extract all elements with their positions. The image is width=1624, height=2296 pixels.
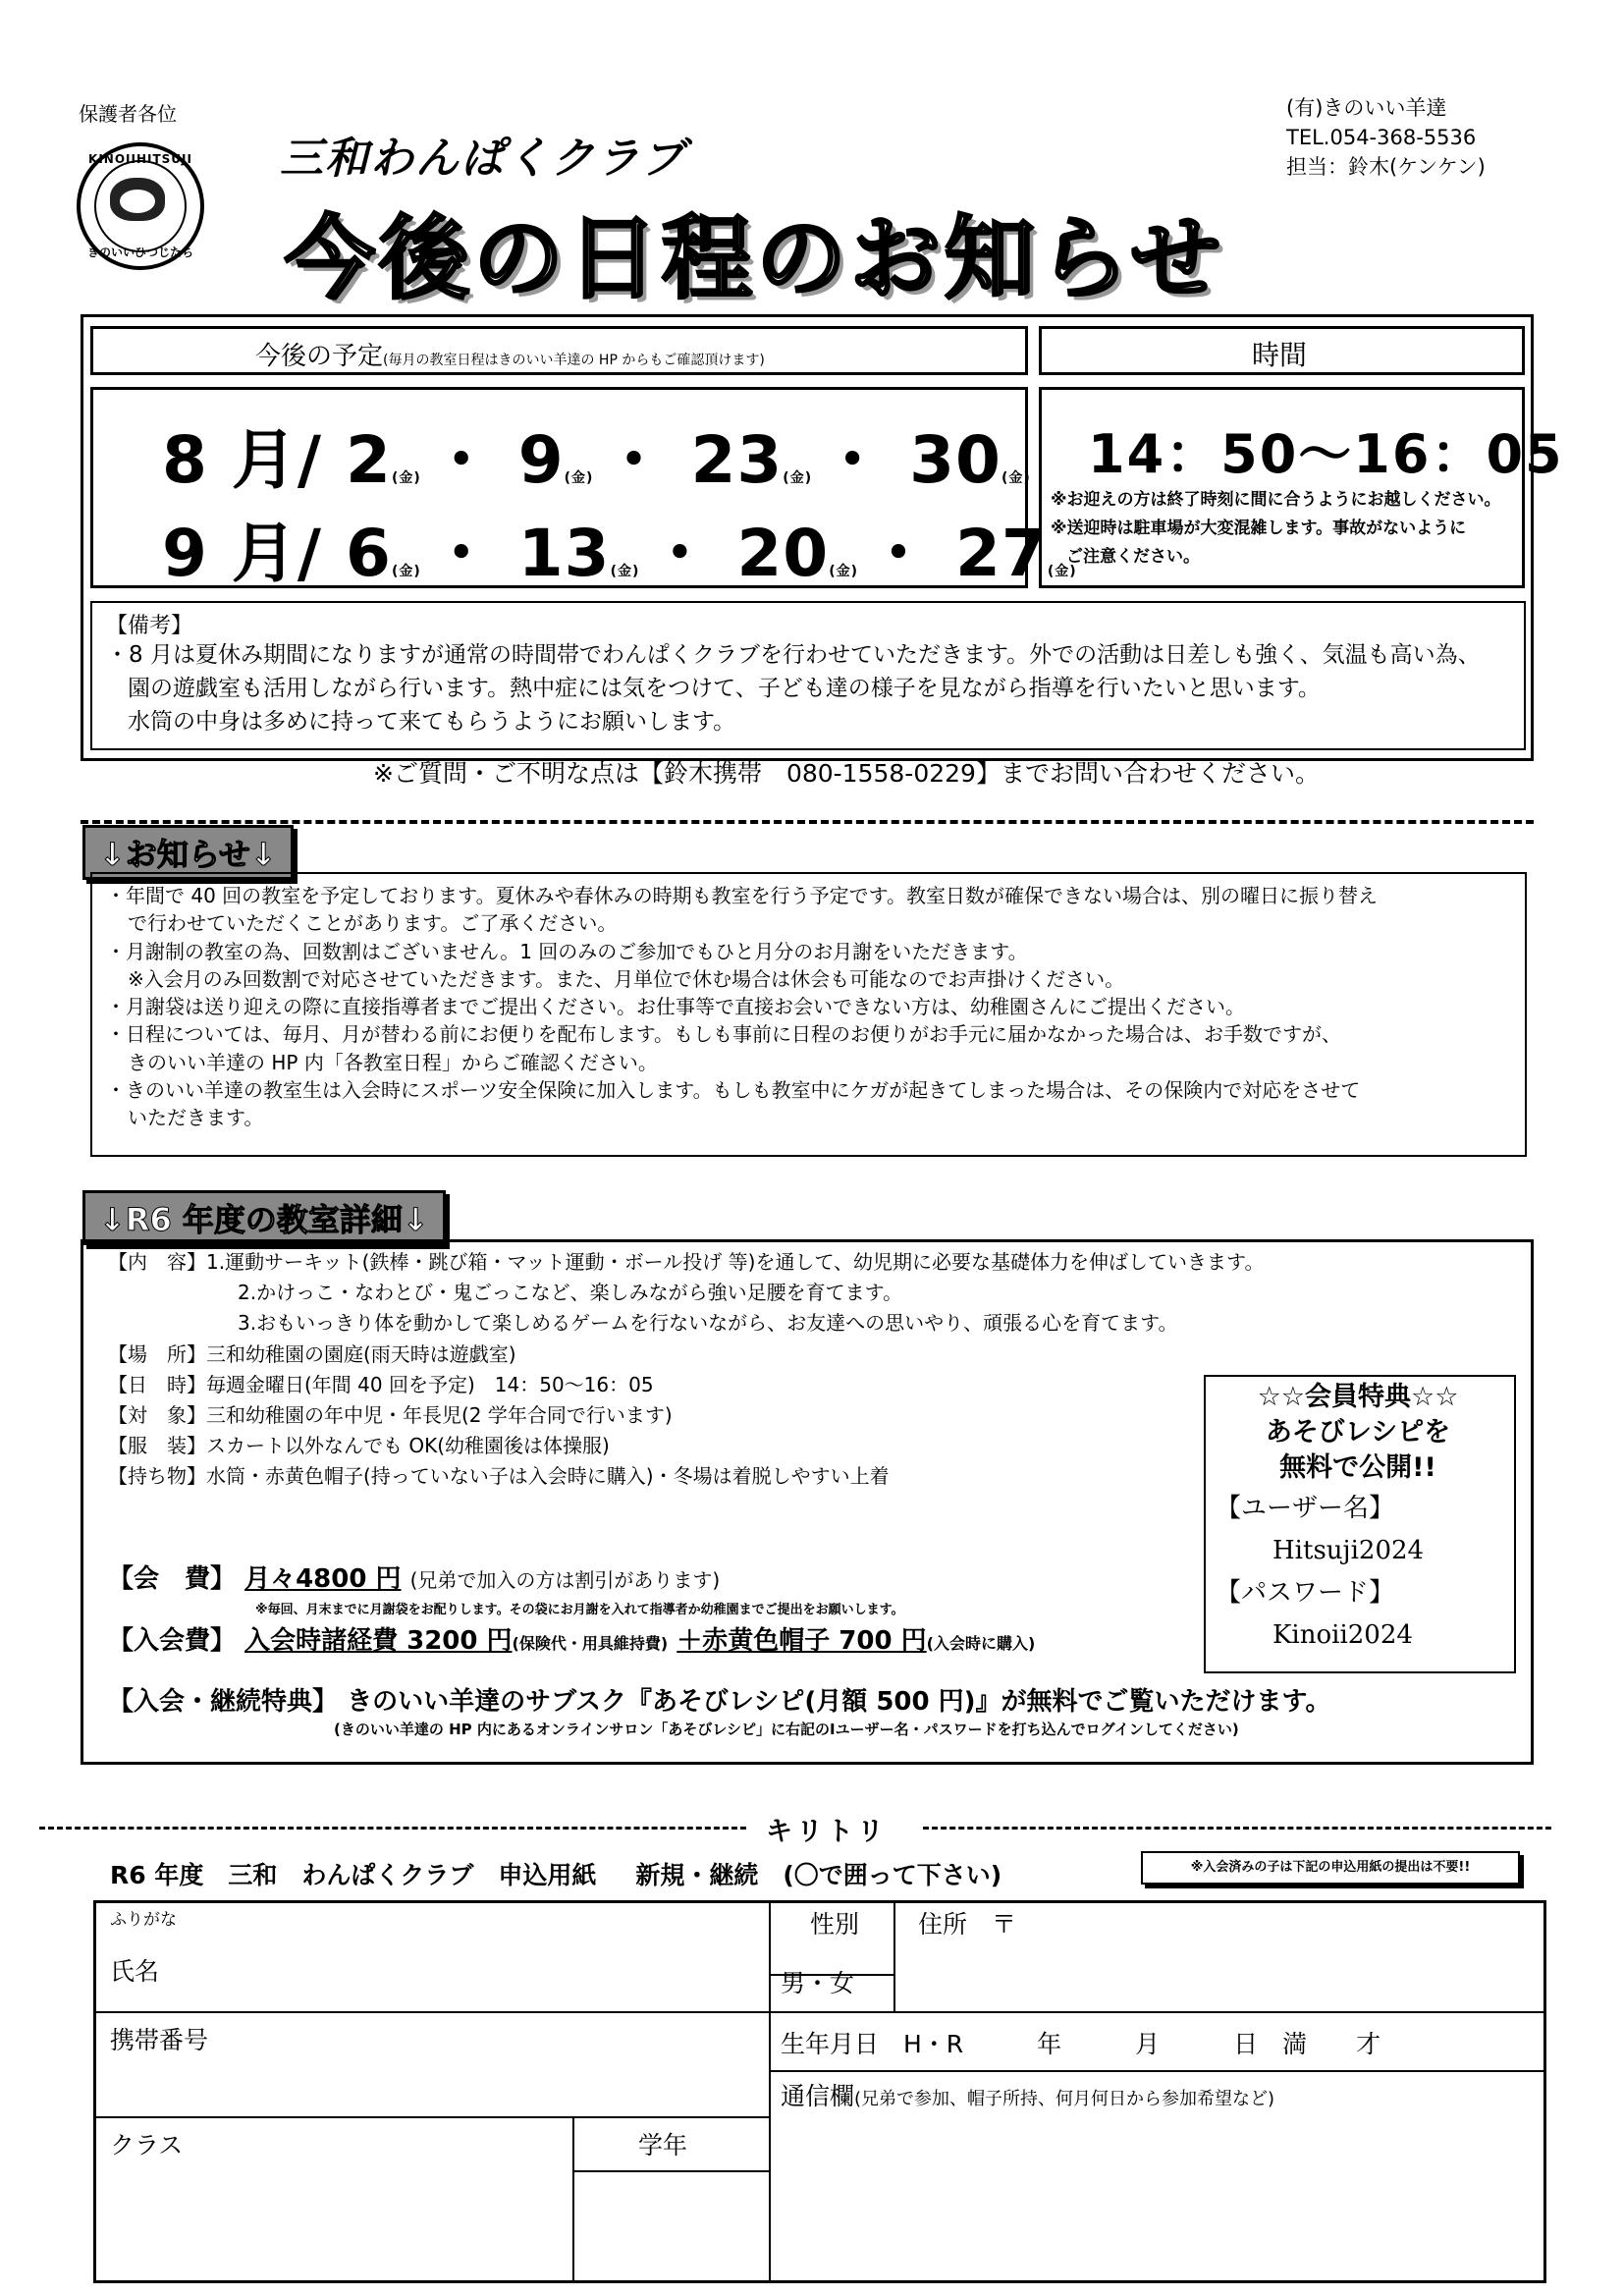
september-dates — [162, 501, 1085, 594]
separator: ・ — [428, 516, 495, 591]
section-divider — [81, 820, 1534, 824]
inquiry-line: ※ご質問・ご不明な点は【鈴木携帯 080-1558-0229】までお問い合わせください。 — [373, 759, 1320, 788]
separator: ・ — [601, 422, 668, 498]
detail-line: 3.おもいっきり体を動かして楽しめるゲームを行ないながら、お友達への思いやり、頑張る心を育てます。 — [238, 1311, 1178, 1336]
company-logo — [77, 142, 204, 270]
weekday: (金) — [1001, 470, 1031, 486]
notice-line: ・月謝制の教室の為、回数割はございません。1 回のみのご参加でもひと月分のお月謝をいただきます。 — [106, 939, 1028, 963]
message-note: (兄弟で参加、帽子所持、何月何日から参加希望など) — [854, 2089, 1275, 2109]
form-note: ※入会済みの子は下記の申込用紙の提出は不要!! — [1141, 1851, 1520, 1885]
detail-line: 【場 所】三和幼稚園の園庭(雨天時は遊戯室) — [108, 1341, 516, 1366]
weekday: (金) — [829, 564, 859, 579]
date: 30 — [909, 422, 1001, 498]
detail-line: 2.かけっこ・なわとび・鬼ごっこなど、楽しみながら強い足腰を育てます。 — [238, 1281, 903, 1305]
remarks-line: ・8 月は夏休み期間になりますが通常の時間帯でわんぱくクラブを行わせていただきます。外での活動は日差しも強く、気温も高い為、 — [106, 642, 1481, 668]
form-line — [572, 2170, 769, 2172]
entry-value: 入会時諸経費 3200 円 — [244, 1626, 513, 1656]
gender-label: 性別 — [810, 1910, 860, 1939]
form-line — [93, 2116, 769, 2118]
class-label: クラス — [110, 2131, 184, 2159]
time-heading: 時間 — [1252, 339, 1308, 371]
form-line — [572, 2116, 574, 2283]
page-title: 今後の日程のお知らせ — [285, 206, 1225, 311]
logo-text-bottom: きのいいひつじたち — [86, 246, 193, 259]
entry-label: 【入会費】 — [108, 1626, 237, 1656]
weekday: (金) — [610, 564, 640, 579]
cut-line-right — [923, 1827, 1551, 1830]
message-field — [781, 2077, 1274, 2112]
notice-line: ・日程については、毎月、月が替わる前にお便りを配布します。もしも事前に日程のお便りがお手元に届かなかった場合は、お手数ですが、 — [106, 1022, 1341, 1047]
logo-text-top: KINOIIHITSUJI — [88, 152, 192, 166]
form-line — [93, 2011, 769, 2013]
detail-line: 【持ち物】水筒・赤黄色帽子(持っていない子は入会時に購入)・冬場は着脱しやすい上着 — [108, 1464, 890, 1489]
perk-label: 【入会・継続特典】 — [108, 1687, 339, 1717]
date: 13 — [517, 516, 611, 591]
date: 9 — [517, 422, 565, 498]
date: 27 — [955, 516, 1048, 591]
entry-plus: ＋赤黄色帽子 700 円 — [677, 1626, 927, 1656]
fee-note: (兄弟で加入の方は割引があります) — [409, 1568, 721, 1592]
remarks-label: 【備考】 — [106, 614, 193, 638]
time-note: ※お迎えの方は終了時刻に間に合うようにお越しください。 — [1051, 490, 1501, 510]
notice-line: きのいい羊達の HP 内「各教室日程」からご確認ください。 — [128, 1050, 658, 1074]
time-notes — [1051, 486, 1501, 572]
fee-value: 月々4800 円 — [244, 1564, 402, 1594]
notice-line: で行わせていただくことがあります。ご了承ください。 — [128, 911, 618, 936]
details-text — [108, 1247, 1264, 1493]
company-phone: TEL.054-368-5536 — [1286, 126, 1477, 149]
weekday: (金) — [1047, 564, 1077, 579]
schedule-heading-text: 今後の予定 — [255, 342, 384, 371]
detail-line: 【服 装】スカート以外なんでも OK(幼稚園後は体操服) — [108, 1434, 610, 1458]
form-line — [769, 2011, 1546, 2013]
fee-label: 【会 費】 — [108, 1564, 237, 1594]
weekday: (金) — [391, 470, 421, 486]
phone-label: 携帯番号 — [110, 2026, 209, 2054]
company-name: (有)きのいい羊達 — [1286, 96, 1447, 120]
notice-text — [106, 882, 1378, 1132]
form-line — [769, 2070, 1546, 2072]
notice-line: ※入会月のみ回数割で対応させていただきます。また、月単位で休む場合は休会も可能なのでお声掛けください。 — [128, 966, 1125, 991]
perk-value: きのいい羊達のサブスク『あそびレシピ(月額 500 円)』が無料でご覧いただけます。 — [347, 1687, 1331, 1717]
member-perk-line: あそびレシピを — [1265, 1417, 1451, 1448]
weekday: (金) — [391, 564, 421, 579]
message-label: 通信欄 — [781, 2082, 855, 2110]
password-value: Kinoii2024 — [1272, 1620, 1413, 1650]
remarks-line: 水筒の中身は多めに持って来てもらうようにお願いします。 — [128, 709, 736, 735]
grade-label: 学年 — [638, 2131, 688, 2159]
time-note: ※送迎時は駐車場が大変混雑します。事故がないように — [1051, 519, 1467, 538]
entry-value-note: (保険代・用具維持費) — [512, 1634, 669, 1653]
birthday-label: 生年月日 H・R 年 月 日 満 才 — [781, 2030, 1381, 2058]
detail-line: 【対 象】三和幼稚園の年中児・年長児(2 学年合同で行います) — [108, 1403, 673, 1428]
date: 6 — [346, 516, 392, 591]
august-dates — [162, 408, 1039, 501]
member-credentials — [1216, 1488, 1424, 1657]
detail-line: 【日 時】毎週金曜日(年間 40 回を予定) 14：50〜16：05 — [108, 1372, 654, 1396]
separator: ・ — [820, 422, 887, 498]
member-perk-title — [1208, 1380, 1508, 1486]
date: 20 — [736, 516, 830, 591]
perk-line — [108, 1681, 1330, 1718]
details-tag: ↓R6 年度の教室詳細↓ — [82, 1190, 446, 1245]
remarks-line: 園の遊戯室も活用しながら行います。熱中症には気をつけて、子ども達の様子を見ながら指導を行いたいと思います。 — [128, 676, 1321, 701]
recipient-label: 保護者各位 — [79, 102, 177, 126]
member-perk-line: ☆☆会員特典☆☆ — [1257, 1382, 1459, 1412]
member-perk-line: 無料で公開!! — [1279, 1452, 1436, 1483]
notice-line: いただきます。 — [128, 1106, 264, 1130]
date: 2 — [346, 422, 392, 498]
sheep-icon — [110, 178, 165, 221]
username-label: 【ユーザー名】 — [1216, 1494, 1395, 1523]
monthly-fee — [108, 1558, 720, 1595]
password-label: 【パスワード】 — [1216, 1578, 1395, 1608]
separator: ・ — [647, 516, 714, 591]
entry-fee — [108, 1620, 1035, 1657]
notice-line: ・きのいい羊達の教室生は入会時にスポーツ安全保険に加入します。もしも教室中にケガが起きてしまった場合は、その保険内で対応をさせて — [106, 1078, 1361, 1103]
entry-plus-note: (入会時に購入) — [926, 1634, 1036, 1653]
form-title-text: R6 年度 三和 わんぱくクラブ 申込用紙 — [110, 1861, 597, 1889]
time-range: 14：50〜16：05 — [1088, 423, 1564, 485]
company-contact: 担当：鈴木(ケンケン) — [1286, 155, 1486, 179]
detail-line: 【内 容】1.運動サーキット(鉄棒・跳び箱・マット運動・ボール投げ 等)を通して、幼児期に必要な基礎体力を伸ばしていきます。 — [108, 1250, 1265, 1274]
furigana-label: ふりがな — [110, 1910, 177, 1930]
month-label: 8 月/ — [162, 422, 323, 498]
name-label: 氏名 — [110, 1957, 160, 1986]
weekday: (金) — [783, 470, 813, 486]
address-label: 住所 〒 — [918, 1910, 1017, 1939]
notice-line: ・年間で 40 回の教室を予定しております。夏休みや春休みの時期も教室を行う予定です。教室日数が確保できない場合は、別の曜日に振り替え — [106, 884, 1378, 907]
separator: ・ — [428, 422, 495, 498]
fee-subnote: ※毎回、月末までに月謝袋をお配りします。その袋にお月謝を入れて指導者か幼稚園までご提出をお願いします。 — [255, 1603, 904, 1617]
remarks-text — [106, 638, 1481, 738]
schedule-heading-note: (毎月の教室日程はきのいい羊達の HP からもご確認頂けます) — [383, 353, 765, 368]
form-line — [893, 1900, 895, 2011]
perk-note: (きのいい羊達の HP 内にあるオンラインサロン「あそびレシピ」に右記のⅠユーザー名・パスワードを打ち込んでログインしてください) — [334, 1721, 1239, 1738]
club-name: 三和わんぱくクラブ — [280, 134, 686, 184]
date: 23 — [690, 422, 784, 498]
form-line — [769, 1900, 771, 2283]
separator: ・ — [866, 516, 933, 591]
form-title — [110, 1856, 1001, 1891]
month-label: 9 月/ — [162, 516, 323, 591]
company-info — [1286, 93, 1486, 182]
notice-line: ・月謝袋は送り迎えの際に直接指導者までご提出ください。お仕事等で直接お会いできない方は、幼稚園さんにご提出ください。 — [106, 995, 1245, 1019]
time-note: ご注意ください。 — [1066, 547, 1200, 567]
gender-options[interactable]: 男・女 — [781, 1969, 855, 1997]
weekday: (金) — [564, 470, 594, 486]
schedule-heading — [255, 336, 765, 372]
cut-label: キリトリ — [766, 1817, 888, 1847]
notice-tag: ↓お知らせ↓ — [82, 825, 294, 880]
form-type: 新規・継続 (〇で囲って下さい) — [635, 1861, 1002, 1889]
username-value: Hitsuji2024 — [1272, 1536, 1425, 1565]
cut-line-left — [39, 1827, 746, 1830]
